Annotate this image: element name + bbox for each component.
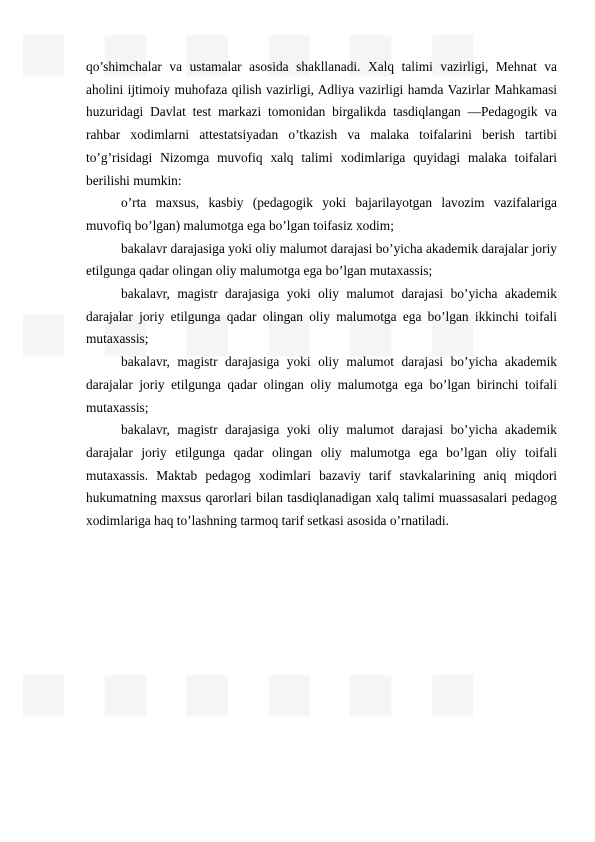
list-item-toifasiz: o’rta maxsus, kasbiy (pedagogik yoki bajarilayotgan lavozim vazifalariga muvofiq bo’lgan) malumotga ega bo’lgan toifasiz xodim; <box>86 195 557 233</box>
list-item-ikkinchi-toifali: bakalavr, magistr darajasiga yoki oliy malumot darajasi bo’yicha akademik darajalar joriy etilgunga qadar olingan oliy malumotga ega bo’lgan ikkinchi toifali mutaxassis; <box>86 286 557 347</box>
list-item-oliy-toifali: bakalavr, magistr darajasiga yoki oliy malumot darajasi bo’yicha akademik darajalar joriy etilgunga qadar olingan oliy malumotga ega bo’lgan oliy toifali mutaxassis. Maktab pedagog xodimlari bazaviy tarif stavkalarining aniq miqdori hukumatning maxsus qarorlari bilan tasdiqlanadigan xalq talimi muassasalari pedagog xodimlariga haq to’lashning tarmoq tarif setkasi asosida o’rnatiladi. <box>86 422 557 529</box>
paragraph-continuation: qo’shimchalar va ustamalar asosida shakllanadi. Xalq talimi vazirligi, Mehnat va aholini ijtimoiy muhofaza qilish vazirligi, Adliya vazirligi hamda Vazirlar Mahkamasi huzuridagi Davlat test markazi tomonidan birgalikda tasdiqlangan ―Pedagogik va rahbar xodimlarni attestatsiyadan o’tkazish va malaka toifalarini berish tartibi to’g’risidagi Nizomga muvofiq xalq talimi xodimlariga quyidagi malaka toifalari berilishi mumkin: <box>86 59 557 188</box>
list-item-birinchi-toifali: bakalavr, magistr darajasiga yoki oliy malumot darajasi bo’yicha akademik darajalar joriy etilgunga qadar olingan oliy malumotga ega bo’lgan birinchi toifali mutaxassis; <box>86 354 557 415</box>
watermark-text <box>18 660 484 723</box>
list-item-mutaxassis: bakalavr darajasiga yoki oliy malumot darajasi bo’yicha akademik darajalar joriy etilgunga qadar olingan oliy malumotga ega bo’lgan mutaxassis; <box>86 240 557 279</box>
document-body <box>86 56 557 533</box>
